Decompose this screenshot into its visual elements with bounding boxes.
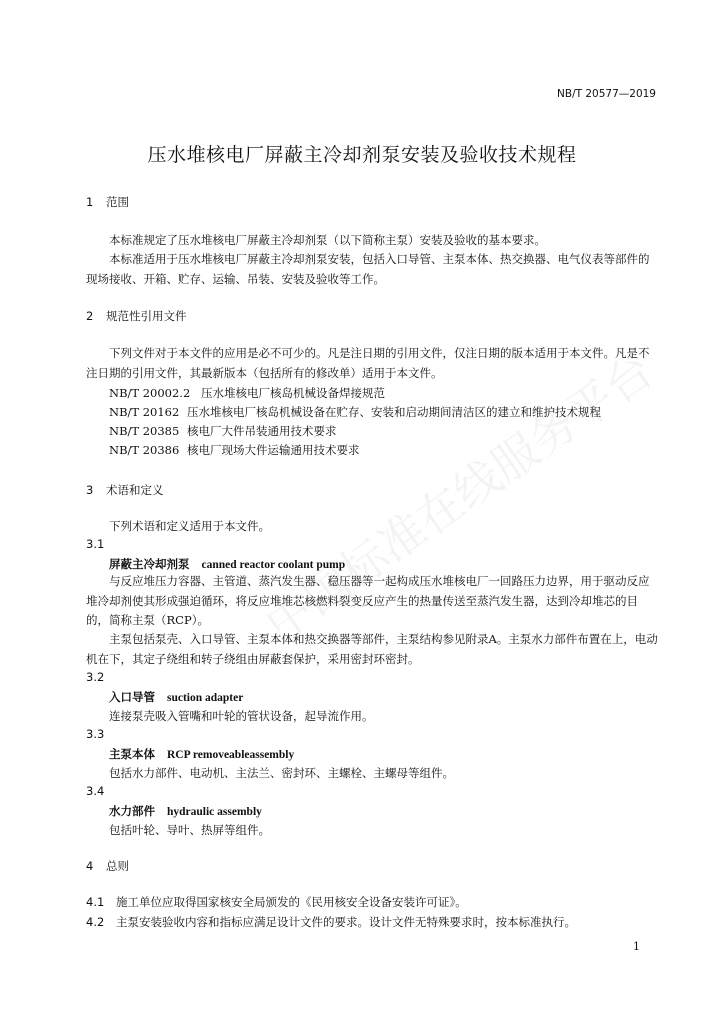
term-definition: 连接泵壳吸入管嘴和叶轮的管状设备，起导流作用。 <box>109 709 374 723</box>
term-note: 主泵包括泵壳、入口导管、主泵本体和热交换器等部件，主泵结构参见附录A。主泵水力部件布置在上，电动机在下，其定子绕组和转子绕组由屏蔽套保护，采用密封环密封。 <box>86 632 658 666</box>
reference-item <box>109 423 337 439</box>
term-heading <box>109 556 345 572</box>
reference-code: NB/T 20386 <box>109 443 180 457</box>
term-en: RCP removeableassembly <box>167 749 295 761</box>
section-2-paragraph: 下列文件对于本文件的应用是必不可少的。凡是注日期的引用文件，仅注日期的版本适用于本文件。凡是不注日期的引用文件，其最新版本（包括所有的修改单）适用于本文件。 <box>86 346 650 380</box>
reference-title: 核电厂大件吊装通用技术要求 <box>187 424 337 438</box>
standard-code: NB/T 20577—2019 <box>557 88 656 100</box>
section-title: 范围 <box>106 195 129 209</box>
clause-number: 4.2 <box>86 915 105 929</box>
clause-number: 4.1 <box>86 895 105 909</box>
section-3-intro: 下列术语和定义适用于本文件。 <box>109 519 270 533</box>
term-definition: 包括叶轮、导叶、热屏等组件。 <box>109 823 270 837</box>
reference-item <box>109 404 601 420</box>
section-number: 2 <box>86 309 94 323</box>
page-number: 1 <box>633 940 640 953</box>
reference-title: 压水堆核电厂核岛机械设备在贮存、安装和启动期间清洁区的建立和维护技术规程 <box>187 405 601 419</box>
section-3-heading <box>86 482 164 498</box>
term-heading <box>109 746 294 762</box>
reference-title: 压水堆核电厂核岛机械设备焊接规范 <box>201 386 385 400</box>
term-number: 3.1 <box>86 537 105 551</box>
section-title: 术语和定义 <box>106 483 164 497</box>
term-definition: 包括水力部件、电动机、主法兰、密封环、主螺栓、主螺母等组件。 <box>109 766 454 780</box>
reference-code: NB/T 20002.2 <box>109 386 191 400</box>
term-en: suction adapter <box>167 692 244 704</box>
clause-text: 施工单位应取得国家核安全局颁发的《民用核安全设备安装许可证》。 <box>116 895 467 909</box>
term-heading <box>109 803 262 819</box>
clause-text: 主泵安装验收内容和指标应满足设计文件的要求。设计文件无特殊要求时，按本标准执行。 <box>116 915 576 929</box>
term-number: 3.3 <box>86 727 105 741</box>
reference-title: 核电厂现场大件运输通用技术要求 <box>187 443 360 457</box>
section-number: 1 <box>86 195 94 209</box>
term-en: canned reactor coolant pump <box>201 559 346 571</box>
section-4-heading <box>86 858 129 874</box>
term-heading <box>109 689 243 705</box>
section-number: 3 <box>86 483 94 497</box>
section-title: 总则 <box>106 859 129 873</box>
term-en: hydraulic assembly <box>167 806 262 818</box>
section-title: 规范性引用文件 <box>106 309 187 323</box>
clause-item <box>86 894 467 910</box>
reference-item <box>109 385 385 401</box>
section-1-heading <box>86 194 129 210</box>
section-2-heading <box>86 308 187 324</box>
section-1-paragraph-1: 本标准规定了压水堆核电厂屏蔽主冷却剂泵（以下简称主泵）安装及验收的基本要求。 <box>109 233 546 247</box>
section-1-paragraph-2: 本标准适用于压水堆核电厂屏蔽主冷却剂泵安装，包括入口导管、主泵本体、热交换器、电气仪表等部件的现场接收、开箱、贮存、运输、吊装、安装及验收等工作。 <box>86 252 650 286</box>
term-number: 3.4 <box>86 784 105 798</box>
clause-item <box>86 914 576 930</box>
term-cn: 入口导管 <box>109 690 155 704</box>
reference-item <box>109 442 360 458</box>
term-cn: 水力部件 <box>109 804 155 818</box>
page-title: 压水堆核电厂屏蔽主冷却剂泵安装及验收技术规程 <box>147 144 577 166</box>
reference-code: NB/T 20162 <box>109 405 180 419</box>
term-cn: 主泵本体 <box>109 747 155 761</box>
reference-code: NB/T 20385 <box>109 424 180 438</box>
term-definition: 与反应堆压力容器、主管道、蒸汽发生器、稳压器等一起构成压水堆核电厂一回路压力边界，用于驱动反应堆冷却剂使其形成强迫循环，将反应堆堆芯核燃料裂变反应产生的热量传送至蒸汽发生器，达到冷却堆芯的目的，简称主泵（RCP）。 <box>86 574 650 627</box>
section-number: 4 <box>86 859 94 873</box>
term-cn: 屏蔽主冷却剂泵 <box>109 557 190 571</box>
term-number: 3.2 <box>86 670 105 684</box>
